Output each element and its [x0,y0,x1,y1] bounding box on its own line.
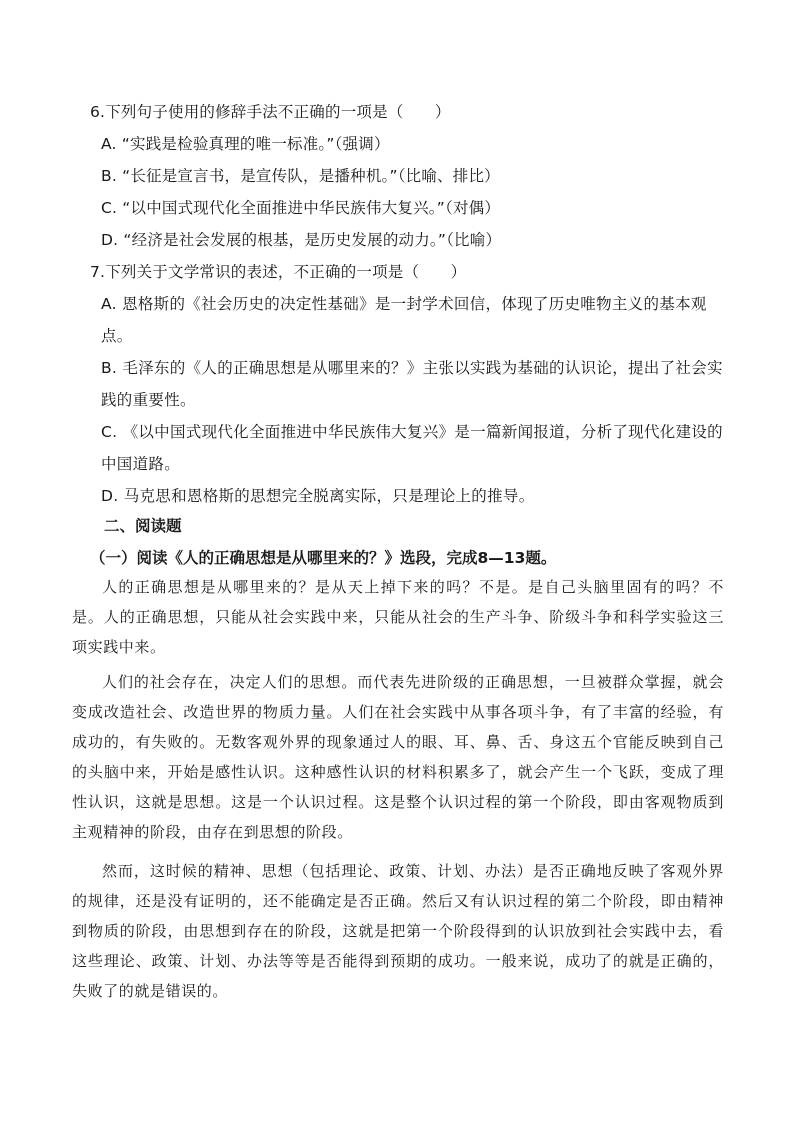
question-7-option-a [72,288,724,352]
question-6-option-c: C. “以中国式现代化全面推进中华民族伟大复兴。”（对偶） [101,199,501,217]
question-7-option-c [72,416,724,480]
question-7-option-d-text: D. 马克思和恩格斯的思想完全脱离实际，只是理论上的推导。 [101,487,535,505]
passage-paragraph-3: 然而，这时候的精神、思想（包括理论、政策、计划、办法）是否正确地反映了客观外界的规律，还是没有证明的，还不能确定是否正确。然后又有认识过程的第二个阶段，即由精神到物质的阶段，由思想到存在的阶段，这就是把第一个阶段得到的认识放到社会实践中去，看这些理论、政策、计划、办法等等是否能得到预期的成功。一般来说，成功了的就是正确的，失败了的就是错误的。 [72,862,724,1000]
question-7-option-c-text: C. 《以中国式现代化全面推进中华民族伟大复兴》是一篇新闻报道，分析了现代化建设的中国道路。 [101,423,723,473]
section-subheading: （一）阅读《人的正确思想是从哪里来的？》选段，完成8—13题。 [90,549,557,567]
question-7-option-d [72,480,724,512]
passage-paragraph-1: 人的正确思想是从哪里来的？是从天上掉下来的吗？不是。是自己头脑里固有的吗？不是。人的正确思想，只能从社会实践中来，只能从社会的生产斗争、阶级斗争和科学实验这三项实践中来。 [72,578,724,656]
question-6-option-d: D. “经济是社会发展的根基，是历史发展的动力。”（比喻） [101,231,502,249]
section-heading: 二、阅读题 [104,517,182,535]
question-7-option-b-text: B. 毛泽东的《人的正确思想是从哪里来的？》主张以实践为基础的认识论，提出了社会实践的重要性。 [101,359,723,409]
question-6-option-b: B. “长征是宣言书，是宣传队，是播种机。”（比喻、排比） [101,167,500,185]
question-6-stem: 6.下列句子使用的修辞手法不正确的一项是（ ） [90,103,451,121]
question-7-option-a-text: A. 恩格斯的《社会历史的决定性基础》是一封学术回信，体现了历史唯物主义的基本观点。 [101,295,707,345]
passage-paragraph-2: 人们的社会存在，决定人们的思想。而代表先进阶级的正确思想，一旦被群众掌握，就会变成改造社会、改造世界的物质力量。人们在社会实践中从事各项斗争，有了丰富的经验，有成功的，有失败的。无数客观外界的现象通过人的眼、耳、鼻、舌、身这五个官能反映到自己的头脑中来，开始是感性认识。这种感性认识的材料积累多了，就会产生一个飞跃，变成了理性认识，这就是思想。这是一个认识过程。这是整个认识过程的第一个阶段，即由客观物质到主观精神的阶段，由存在到思想的阶段。 [72,673,724,841]
question-7-option-b [72,352,724,416]
question-7-stem: 7.下列关于文学常识的表述，不正确的一项是（ ） [90,263,467,281]
question-6-option-a: A. “实践是检验真理的唯一标准。”（强调） [101,135,390,153]
